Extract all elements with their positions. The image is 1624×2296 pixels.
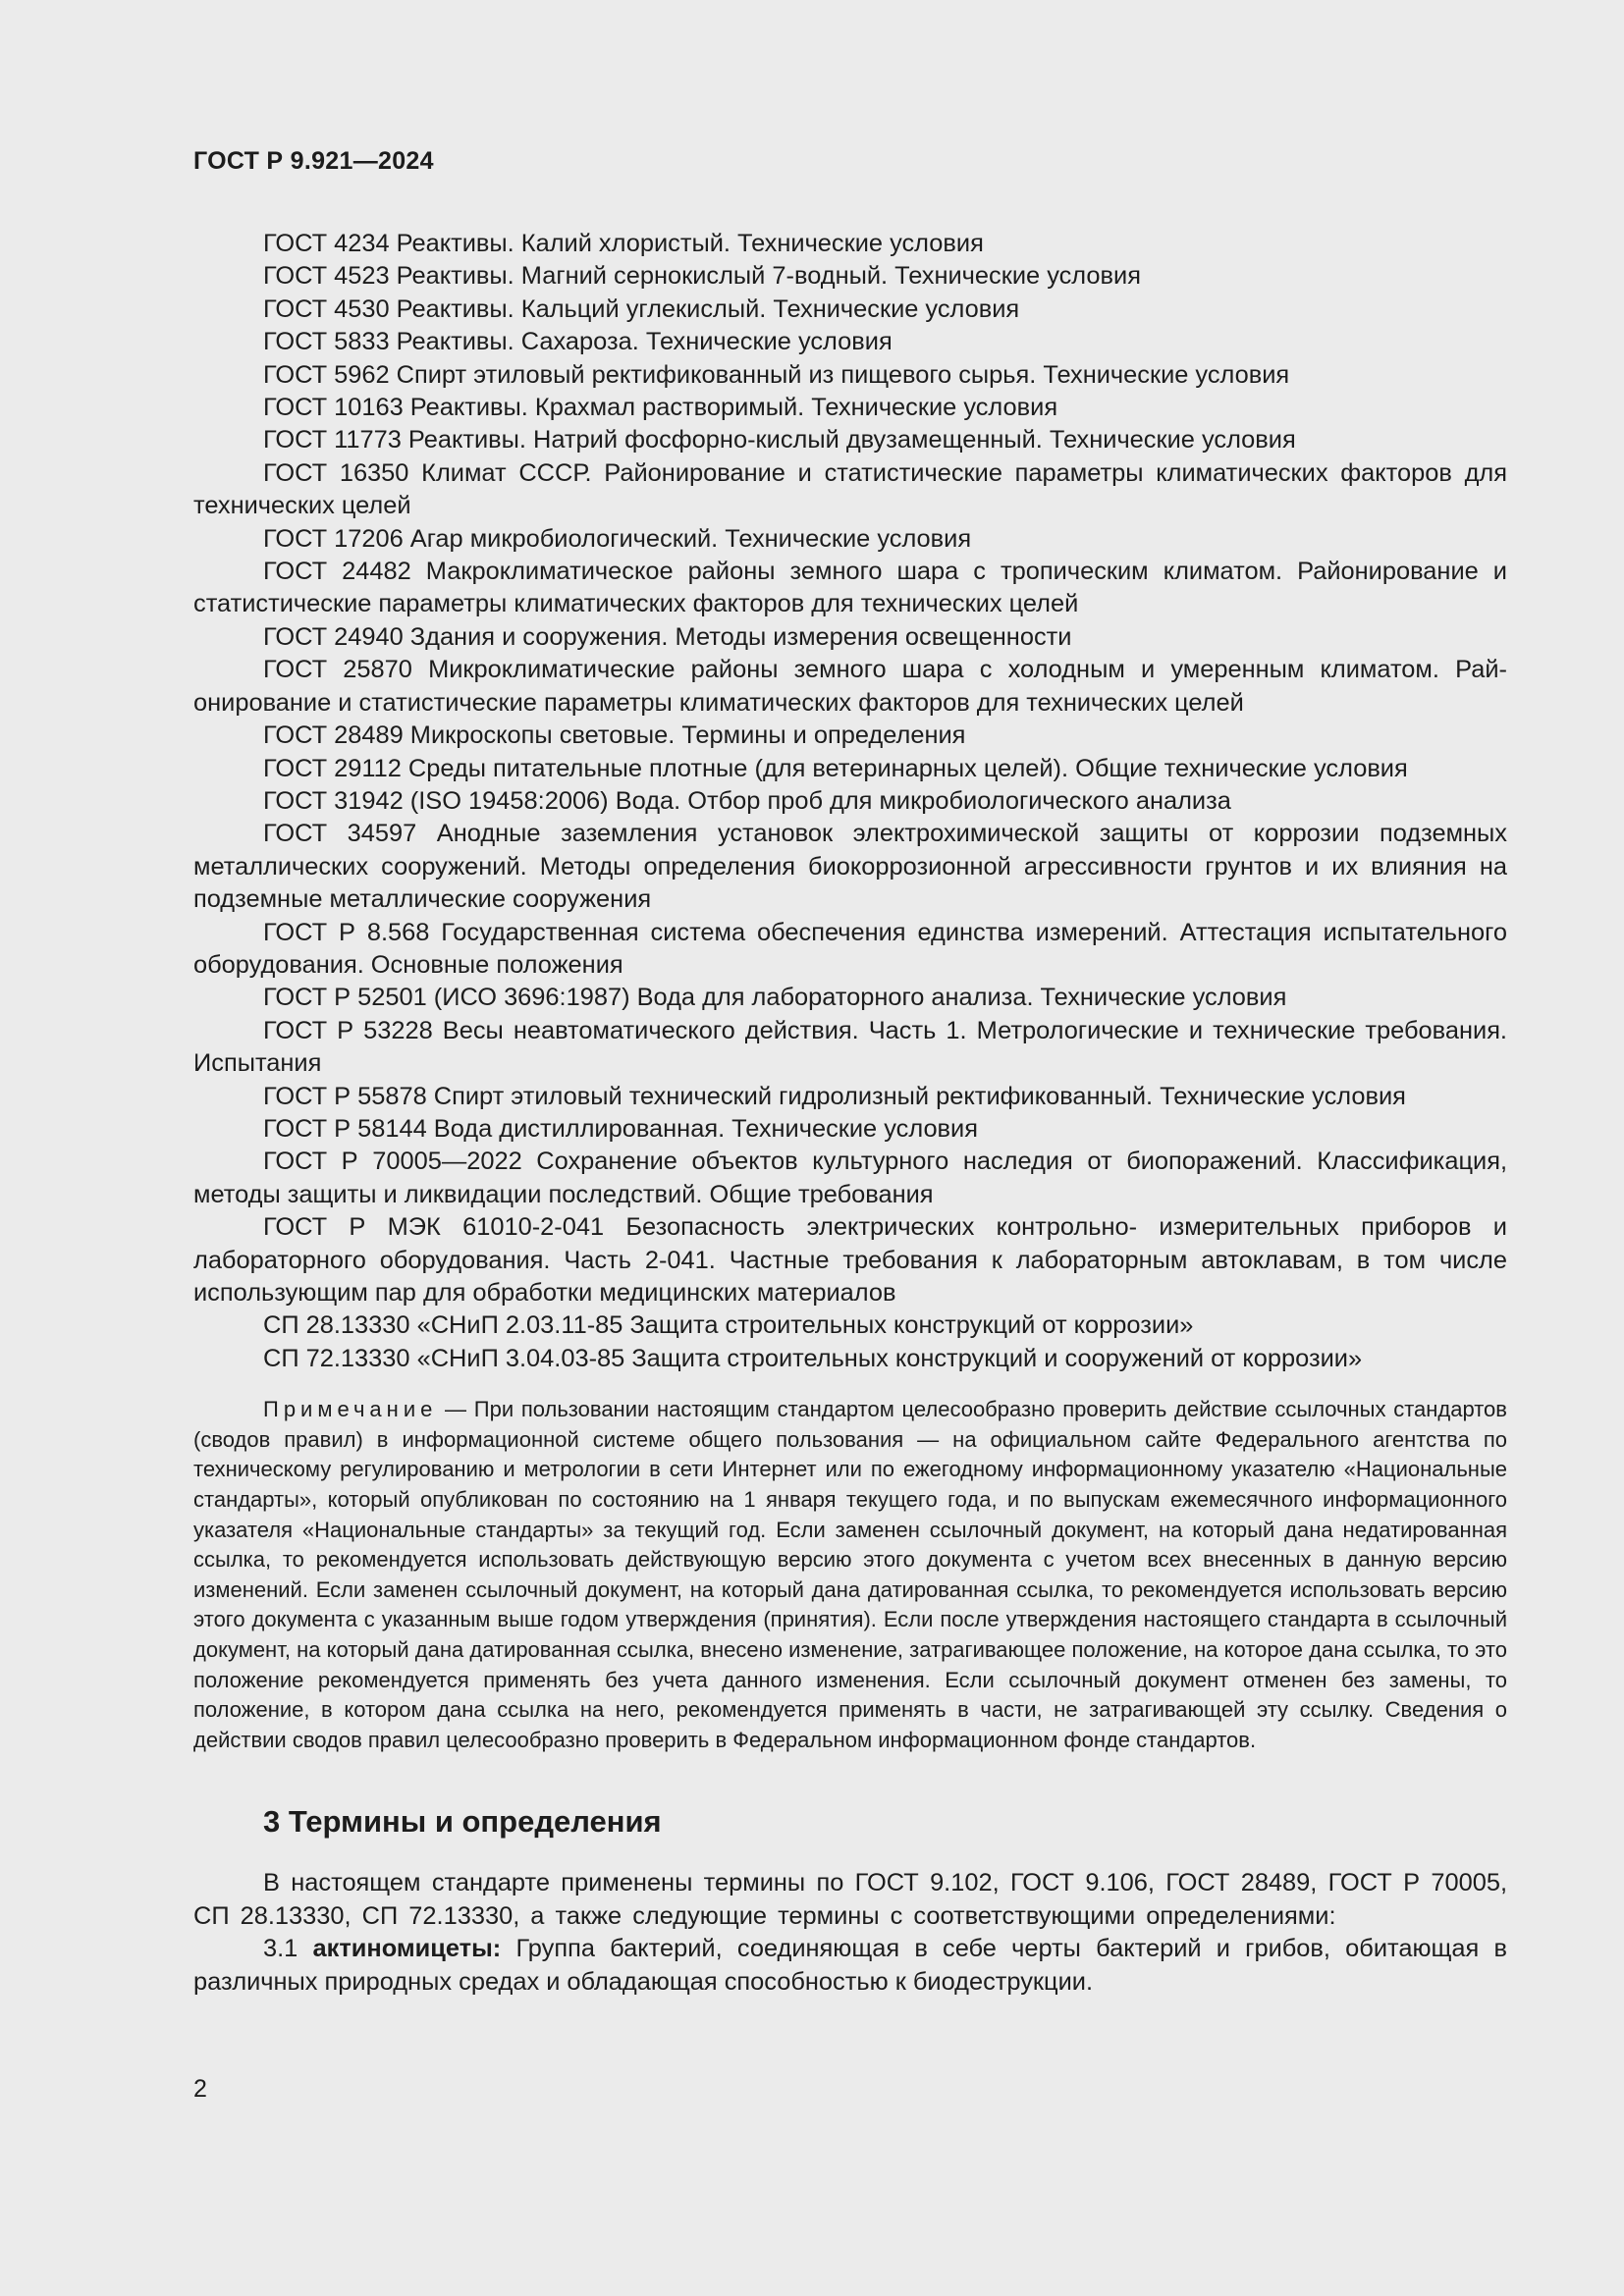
reference-item: ГОСТ 5962 Спирт этиловый ректификованный из пищевого сырья. Технические условия [263, 360, 1290, 389]
reference-item: ГОСТ Р 58144 Вода дистиллированная. Технические условия [263, 1114, 978, 1143]
note-label: Примечание [263, 1397, 438, 1422]
note-dash: — [437, 1397, 474, 1422]
note-text: При пользовании настоящим стандартом целесообразно проверить действие ссылочных стандартов (сводов правил) в информационной системе общего пользования — на официальном сайте Федерального агентства по техническому регулированию и метрологии в сети Интернет или по ежегодному информационному указателю «Национальные стандарты», который опубликован по состоянию на 1 января текущего года, и по выпускам ежемесячного информационного указателя «Национальные стандарты» за текущий год. Если заменен ссылочный документ, на который дана недатированная ссылка, то рекомендуется использовать действующую версию этого документа с учетом всех внесенных в данную версию изменений. Если заменен ссылочный документ, на который дана датированная ссылка, то рекомендуется использовать версию этого документа с указанным выше годом утверждения (принятия). Если после утверждения настоящего стандарта в ссылочный документ, на который дана датированная ссылка, внесено изменение, затрагивающее положение, на которое дана ссылка, то это положение рекомендуется применять без учета данного изменения. Если ссылочный документ отменен без замены, то положение, в котором дана ссылка на него, рекомендуется применять в части, не затрагивающей эту ссылку. Сведения о действии сводов правил целесообразно проверить в Федеральном информационном фонде стандартов. [193, 1397, 1507, 1752]
page-number: 2 [193, 2075, 207, 2103]
reference-item: ГОСТ 16350 Климат СССР. Районирование и статистические параметры климатических факторов для технических целей [193, 458, 1507, 520]
reference-item: ГОСТ 17206 Агар микробиологический. Технические условия [263, 524, 972, 553]
reference-item: СП 72.13330 «СНиП 3.04.03-85 Защита строительных конструкций и сооружений от коррозии» [263, 1344, 1363, 1372]
section-intro: В настоящем стандарте применены термины по ГОСТ 9.102, ГОСТ 9.106, ГОСТ 28489, ГОСТ Р 70005, СП 28.13330, СП 72.13330, а также следующие термины с соответствующими определениями: [193, 1869, 1507, 1930]
reference-item: ГОСТ Р 70005—2022 Сохранение объектов культурного наследия от биопоражений. Классификация, методы защиты и ликвидации последствий. Общие требования [193, 1148, 1507, 1208]
reference-item: ГОСТ 24482 Макроклиматическое районы земного шара с тропическим климатом. Районирование и статистические параметры климатических факторов для технических целей [193, 558, 1507, 618]
note-paragraph [193, 1395, 1507, 1755]
reference-item: ГОСТ 34597 Анодные заземления установок электрохимической защиты от коррозии подземных металлических сооружений. Методы определения биокоррозионной агрессивности грунтов и их влияния на подземные металлические сооружения [193, 820, 1507, 914]
normative-references-list [193, 228, 1507, 1375]
reference-item: ГОСТ Р МЭК 61010-2-041 Безопасность электрических контрольно- измерительных приборов и лабораторного оборудования. Часть 2-041. Частные требования к лабораторным автоклавам, в том числе использующим пар для обработки медицинских материалов [193, 1213, 1507, 1307]
reference-item: ГОСТ 28489 Микроскопы световые. Термины и определения [263, 721, 966, 750]
reference-item: СП 28.13330 «СНиП 2.03.11-85 Защита строительных конструкций от коррозии» [263, 1311, 1194, 1340]
reference-item: ГОСТ Р 55878 Спирт этиловый технический гидролизный ректификованный. Технические условия [263, 1082, 1406, 1110]
section-title: 3 Термины и определения [263, 1804, 662, 1840]
reference-item: ГОСТ 4530 Реактивы. Кальций углекислый. Технические условия [263, 294, 1020, 323]
reference-item: ГОСТ 4523 Реактивы. Магний сернокислый 7-водный. Технические условия [263, 262, 1141, 291]
reference-item: ГОСТ Р 53228 Весы неавтоматического действия. Часть 1. Метрологические и технические требования. Испытания [193, 1016, 1507, 1078]
reference-item: ГОСТ Р 8.568 Государственная система обеспечения единства измерений. Аттестация испытательного оборудования. Основные положения [193, 918, 1507, 979]
term-definition-text: Группа бактерий, соединяющая в себе черты бактерий и грибов, обитающая в различных природных средах и обладающая способностью к биодеструкции. [193, 1935, 1507, 1996]
reference-item: ГОСТ 24940 Здания и сооружения. Методы измерения освещенности [263, 622, 1072, 651]
reference-item: ГОСТ 29112 Среды питательные плотные (для ветеринарных целей). Общие технические условия [263, 754, 1408, 782]
reference-item: ГОСТ 4234 Реактивы. Калий хлористый. Технические условия [263, 230, 984, 257]
reference-item: ГОСТ 5833 Реактивы. Сахароза. Технические условия [263, 328, 893, 356]
term-definition [193, 1933, 1507, 1999]
term-name: актиномицеты: [312, 1935, 502, 1963]
reference-item: ГОСТ 10163 Реактивы. Крахмал растворимый. Технические условия [263, 394, 1058, 422]
reference-item: ГОСТ 11773 Реактивы. Натрий фосфорно-кислый двузамещенный. Технические условия [263, 426, 1296, 454]
term-number: 3.1 [263, 1935, 313, 1963]
document-header: ГОСТ Р 9.921—2024 [193, 147, 434, 175]
reference-item: ГОСТ 31942 (ISO 19458:2006) Вода. Отбор проб для микробиологического анализа [263, 786, 1231, 815]
page-content [193, 228, 1507, 1999]
reference-item: ГОСТ Р 52501 (ИСО 3696:1987) Вода для лабораторного анализа. Технические условия [263, 984, 1287, 1012]
reference-item: ГОСТ 25870 Микроклиматические районы земного шара с холодным и умеренным климатом. Районирование и статистические параметры климатических факторов для технических целей [193, 656, 1507, 717]
